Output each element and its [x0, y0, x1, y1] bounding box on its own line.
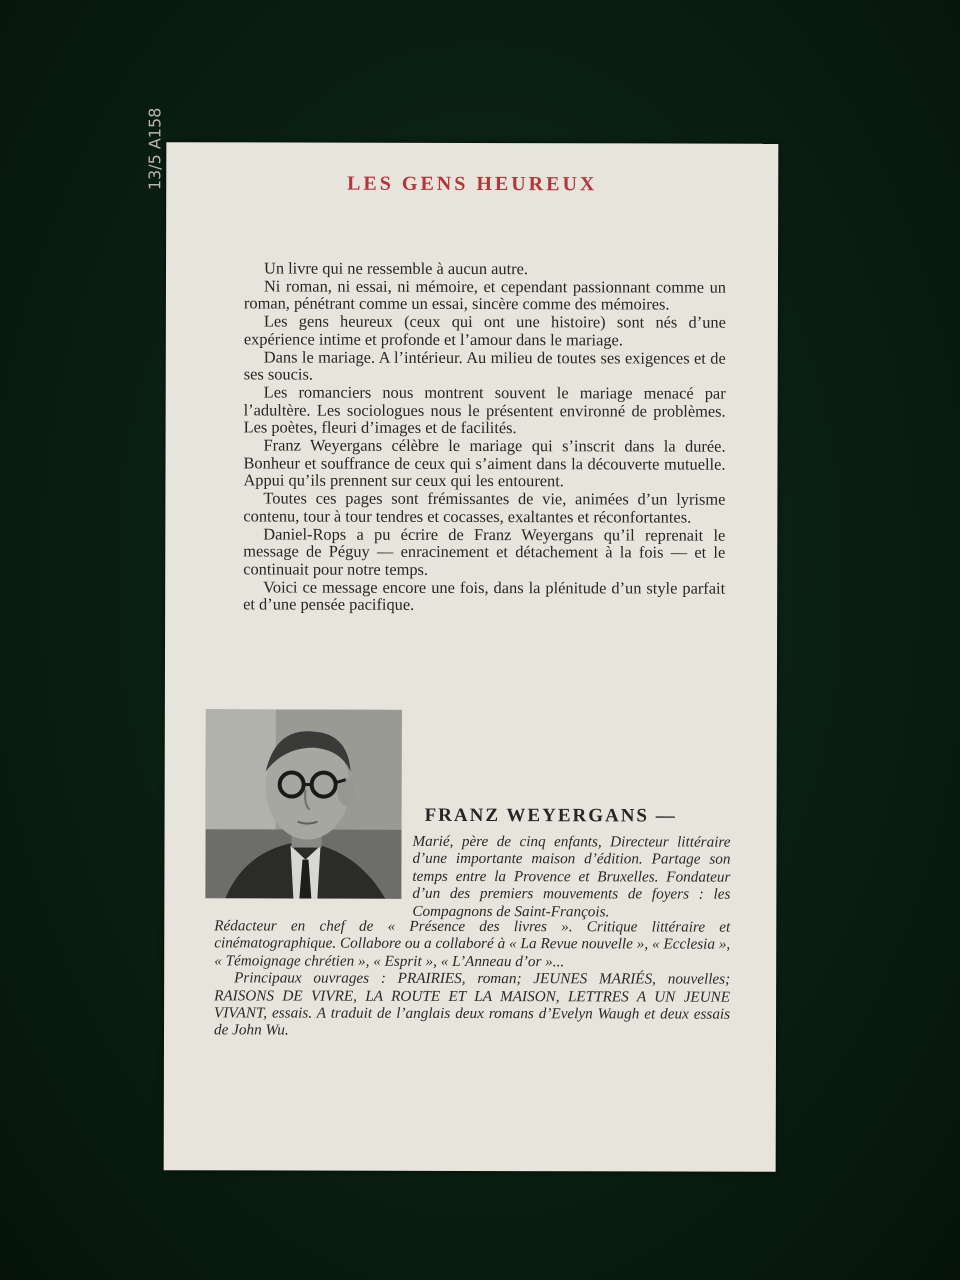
- author-works-text: Principaux ouvrages : PRAIRIES, roman; JEUNES MARIÉS, nouvelles; RAISONS DE VIVRE, LA ROUTE ET LA MAISON, LETTRES A UN JEUNE VIVANT, essais. A traduit de l’anglais deux romans d’Evelyn Waugh et deux essais de John Wu.: [213, 969, 731, 1039]
- blurb-paragraph: Voici ce message encore une fois, dans la plénitude d’un style parfait et d’une pensée pacifique.: [243, 577, 726, 615]
- author-bio-continued: [214, 917, 730, 1040]
- blurb-paragraph: Toutes ces pages sont frémissantes de vie, animées d’un lyrisme contenu, tour à tour tendres et cocasses, exaltantes et réconfortantes.: [243, 488, 726, 527]
- blurb-paragraph: Daniel-Rops a pu écrire de Franz Weyergans qu’il reprenait le message de Péguy — enracinement et détachement à la fois — et le continuait pour notre temps.: [243, 524, 726, 579]
- blurb-paragraph: Les romanciers nous montrent souvent le mariage menacé par l’adultère. Les sociologues nous le présentent environné de problèmes. Les poètes, fleuri d’images et de facilités.: [243, 382, 726, 438]
- book-title: LES GENS HEUREUX: [347, 172, 598, 196]
- author-bio-text: Marié, père de cinq enfants, Directeur littéraire d’une importante maison d’édition. Partage son temps entre la Provence et Bruxelles. Fondateur d’un des premiers mouvements de foyers : les Compagnons de Saint-François.: [412, 832, 731, 920]
- blurb-paragraph: Un livre qui ne ressemble à aucun autre.: [263, 258, 529, 279]
- blurb-paragraph: Ni roman, ni essai, ni mémoire, et cependant passionnant comme un roman, pénétrant comme un essai, sincère comme des mémoires.: [243, 276, 726, 314]
- blurb-paragraph: Les gens heureux (ceux qui ont une histoire) sont nés d’une expérience intime et profonde et l’amour dans le mariage.: [243, 311, 726, 350]
- author-bio-text: Rédacteur en chef de « Présence des livres ». Critique littéraire et cinématographique. Collabore ou a collaboré à « La Revue nouvelle », « Ecclesia », « Témoignage chrétien », « Esprit », « L’Anneau d’or »...: [214, 917, 731, 971]
- blurb-text: [243, 259, 726, 614]
- author-name: FRANZ WEYERGANS —: [424, 804, 677, 827]
- author-bio-side: [412, 833, 730, 921]
- blurb-paragraph: Franz Weyergans célèbre le mariage qui s’inscrit dans la durée. Bonheur et souffrance de ceux qui s’aiment dans la découverte mutuelle. Appui qu’ils prennent sur ceux qui les entourent.: [243, 435, 726, 491]
- book-back-cover: [145, 107, 779, 1172]
- author-portrait: [205, 709, 401, 899]
- blurb-paragraph: Dans le mariage. A l’intérieur. Au milieu de toutes ses exigences et de ses soucis.: [243, 346, 726, 384]
- handwritten-note: 13/5 A158: [145, 107, 165, 191]
